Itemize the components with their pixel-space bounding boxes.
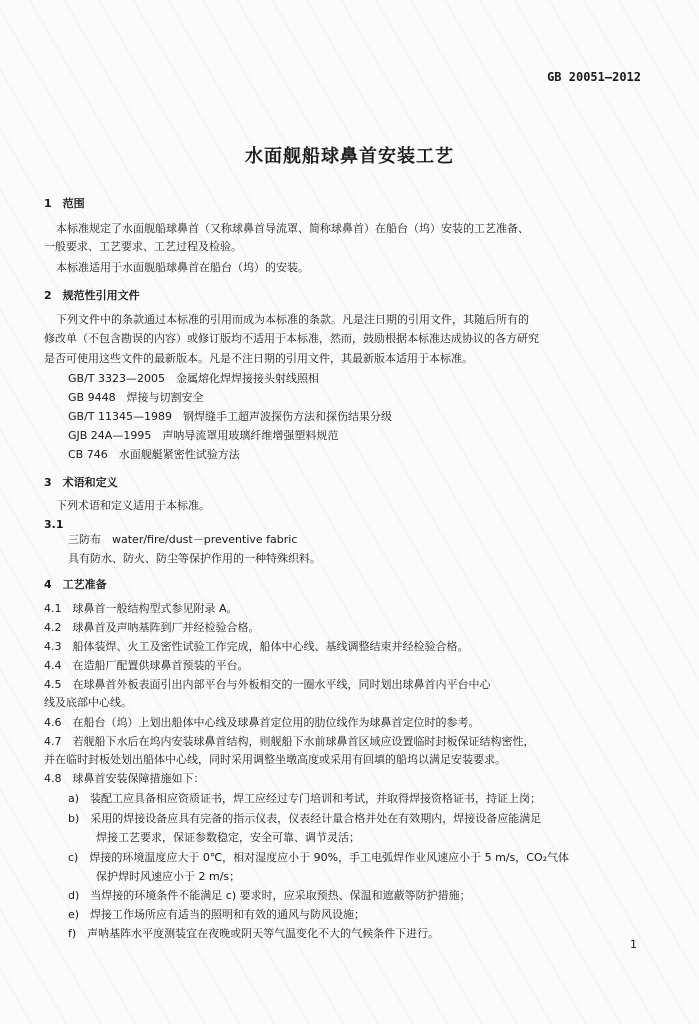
list-item-continuation: 焊接工艺要求，保证参数稳定，安全可靠、调节灵活； <box>96 831 360 844</box>
list-item: f) 声呐基阵水平度测装宜在夜晚或阴天等气温变化不大的气候条件下进行。 <box>68 927 440 940</box>
list-item: b) 采用的焊接设备应具有完备的指示仪表，仪表经计量合格并处在有效期内，焊接设备应能满足 <box>68 812 542 825</box>
reference-item: GB 9448 焊接与切割安全 <box>68 391 204 404</box>
clause-item: 4.2 球鼻首及声呐基阵到厂并经检验合格。 <box>44 621 260 634</box>
list-item: a) 装配工应具备相应资质证书，焊工应经过专门培训和考试，并取得焊接资格证书，持证上岗； <box>68 792 542 805</box>
list-item: d) 当焊接的环境条件不能满足 c) 要求时，应采取预热、保温和遮蔽等防护措施； <box>68 889 471 902</box>
paragraph-line: 修改单（不包含勘误的内容）或修订版均不适用于本标准，然而，鼓励根据本标准达成协议的各方研究 <box>44 332 539 345</box>
page-number: 1 <box>630 938 637 951</box>
reference-item: GB/T 3323—2005 金属熔化焊焊接接头射线照相 <box>68 372 319 385</box>
term-definition: 具有防水、防火、防尘等保护作用的一种特殊织料。 <box>68 552 321 565</box>
paragraph-line: 本标准适用于水面舰船球鼻首在船台（坞）的安装。 <box>56 261 309 274</box>
clause-item: 4.1 球鼻首一般结构型式参见附录 A。 <box>44 602 238 615</box>
list-item-continuation: 保护焊时风速应小于 2 m/s； <box>96 870 241 883</box>
section-heading-preparation: 4 工艺准备 <box>44 578 107 591</box>
paragraph-line: 一般要求、工艺要求、工艺过程及检验。 <box>44 240 242 253</box>
clause-item: 4.4 在造船厂配置供球鼻首预装的平台。 <box>44 659 249 672</box>
paragraph-line: 本标准规定了水面舰船球鼻首（又称球鼻首导流罩、简称球鼻首）在船台（坞）安装的工艺准备、 <box>56 222 529 235</box>
list-item: e) 焊接工作场所应有适当的照明和有效的通风与防风设施； <box>68 908 366 921</box>
document-title: 水面舰船球鼻首安装工艺 <box>245 146 454 167</box>
paragraph-line: 是否可使用这些文件的最新版本。凡是不注日期的引用文件，其最新版本适用于本标准。 <box>44 352 473 365</box>
section-heading-terms: 3 术语和定义 <box>44 476 118 489</box>
reference-item: CB 746 水面舰艇紧密性试验方法 <box>68 448 240 461</box>
clause-item: 并在临时封板处划出船体中心线，同时采用调整坐墩高度或采用有回填的船坞以满足安装要求。 <box>44 753 506 766</box>
list-item: c) 焊接的环境温度应大于 0℃，相对湿度应小于 90%，手工电弧焊作业风速应小于 5 m/s，CO₂气体 <box>68 851 570 864</box>
clause-item: 线及底部中心线。 <box>44 696 132 709</box>
term-entry: 三防布 water/fire/dust－preventive fabric <box>68 533 298 546</box>
section-heading-references: 2 规范性引用文件 <box>44 289 140 302</box>
clause-item: 4.3 船体装焊、火工及密性试验工作完成，船体中心线、基线调整结束并经检验合格。 <box>44 640 469 653</box>
standard-code: GB 20051—2012 <box>547 70 641 84</box>
clause-item: 4.8 球鼻首安装保障措施如下： <box>44 772 205 785</box>
clause-item: 4.6 在船台（坞）上划出船体中心线及球鼻首定位用的肋位线作为球鼻首定位时的参考。 <box>44 716 480 729</box>
clause-number: 3.1 <box>44 518 64 531</box>
paragraph-line: 下列文件中的条款通过本标准的引用而成为本标准的条款。凡是注日期的引用文件，其随后所有的 <box>56 313 529 326</box>
reference-item: GJB 24A—1995 声呐导流罩用玻璃纤维增强塑料规范 <box>68 429 339 442</box>
section-heading-scope: 1 范围 <box>44 197 85 210</box>
reference-item: GB/T 11345—1989 钢焊缝手工超声波探伤方法和探伤结果分级 <box>68 410 392 423</box>
paragraph-line: 下列术语和定义适用于本标准。 <box>56 499 210 512</box>
clause-item: 4.7 若舰船下水后在坞内安装球鼻首结构，则舰船下水前球鼻首区域应设置临时封板保证结构密性， <box>44 735 535 748</box>
clause-item: 4.5 在球鼻首外板表面引出内部平台与外板相交的一圈水平线，同时划出球鼻首内平台中心 <box>44 678 491 691</box>
